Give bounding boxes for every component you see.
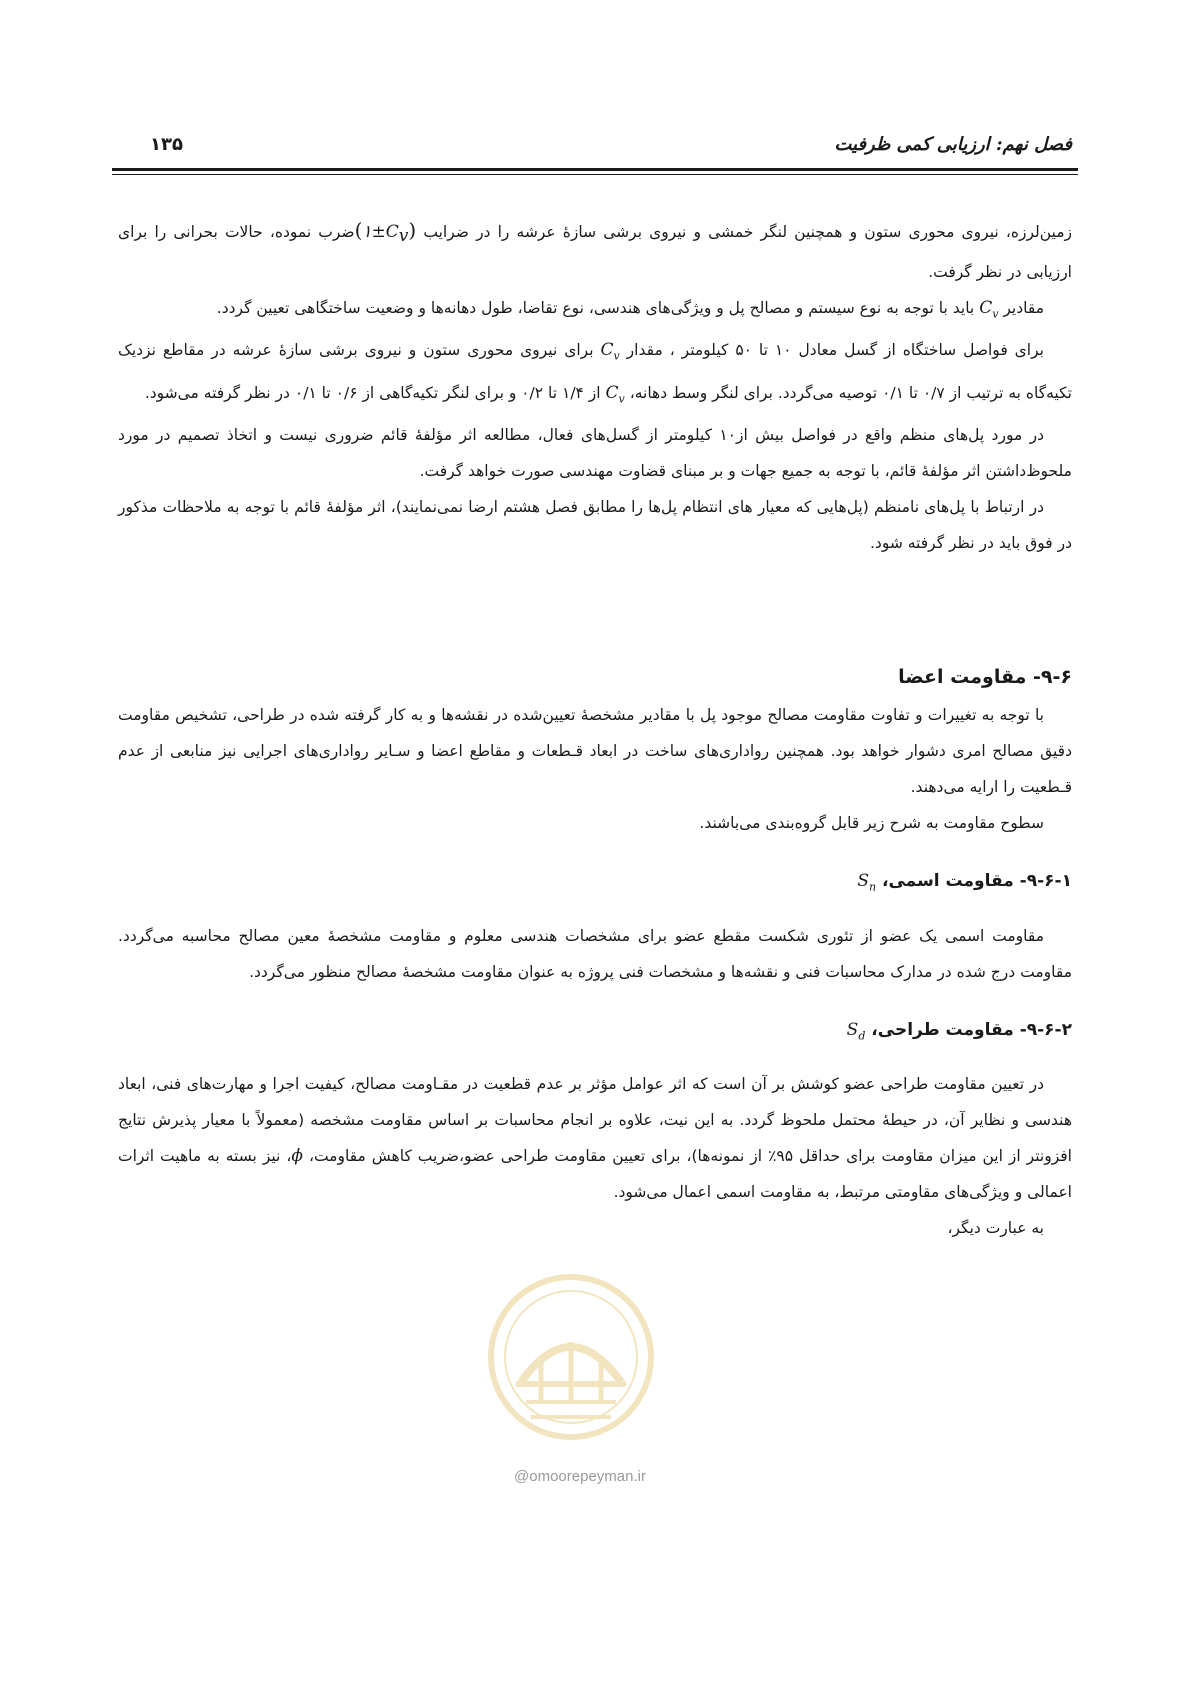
paragraph-text: برای فواصل ساختگاه از گسل معادل ۱۰ تا ۵۰ کیلومتر ، مقدار — [626, 341, 1044, 360]
paragraph-strength-uncertainty: با توجه به تغییرات و تفاوت مقاومت مصالح موجود پل با مقادیر مشخصهٔ تعیین‌شده در نقشه‌ها و به کار گرفته شده در طراحی، تشخیص مقاومت دقیق مصالح امری دشوار خواهد بود. همچنین رواداری‌های ساخت در ابعاد قـطعات و مقاطع اعضا و سـایر رواداری‌های اجرایی نیز منابعی از عدم قـطعیت را ارایه می‌دهند. — [118, 706, 1072, 797]
paragraph-fault-distance — [118, 332, 1072, 417]
symbol-cv — [979, 298, 999, 321]
symbol-sn — [857, 871, 877, 894]
header-rule-thick — [112, 168, 1078, 171]
symbol-c: C — [600, 340, 614, 361]
subsection-title: ۹-۶-۱- مقاومت اسمی، — [882, 871, 1072, 892]
header-rule-thin — [112, 174, 1078, 175]
coefficient-formula — [354, 218, 417, 247]
paragraph-text: ، نیز بسته به ماهیت اثرات اعمالی و ویژگی‌های مقاومتی مرتبط، به مقاومت اسمی اعمال می‌شود. — [118, 1147, 1072, 1202]
symbol-c-subscript: v — [618, 392, 625, 406]
paragraph-irregular-bridges: در ارتباط با پل‌های نامنظم (پل‌هایی که معیار های انتظام پل‌ها را مطابق فصل هشتم ارضا نمی‌نمایند)، اثر مؤلفهٔ قائم با توجه به ملاحظات مذکور در فوق باید در نظر گرفته شود. — [118, 498, 1072, 553]
body-content — [118, 212, 1072, 1246]
formula-one: ۱ — [362, 222, 372, 242]
symbol-phi: ϕ — [291, 1146, 303, 1167]
paragraph-design-strength — [118, 1066, 1072, 1210]
formula-c-subscript: v — [398, 226, 409, 247]
section-spacer — [118, 561, 1072, 657]
symbol-s: S — [857, 871, 869, 892]
paragraph-text: باید با توجه به نوع سیستم و مصالح پل و ویژگی‌های هندسی، نوع تقاضا، طول دهانه‌ها و وضعیت ساختگاهی تعیین گردد. — [216, 299, 975, 318]
paragraph-text: مقادیر — [1003, 299, 1044, 318]
paragraph-cv-values — [118, 290, 1072, 332]
symbol-sd — [846, 1019, 866, 1043]
paragraph-text: ضرب نموده، حالات بحرانی را برای ارزیابی در نظر گرفت. — [118, 223, 1072, 282]
paragraph-nominal-strength: مقاومت اسمی یک عضو از تئوری شکست مقطع عضو برای مشخصات هندسی معلوم و مقاومت مشخصهٔ معین مصالح محاسبه می‌گردد. مقاومت درج شده در مدارک محاسبات فنی و نقشه‌ها و مشخصات فنی پروژه به عنوان مقاومت مشخصهٔ مصالح منظور می‌گردد. — [118, 926, 1072, 981]
paragraph-seismic-coefficients — [118, 212, 1072, 290]
formula-plus-minus: ± — [371, 222, 386, 242]
paragraph-regular-bridges: در مورد پل‌های منظم واقع در فواصل بیش از۱۰ کیلومتر از گسل‌های فعال، مطالعه اثر مؤلفهٔ قائم ضروری نیست و اتخاذ تصمیم در مورد ملحوظ‌داشتن اثر مؤلفهٔ قائم، با توجه به جمیع جهات و بر مبنای قضاوت مهندسی صورت خواهد گرفت. — [118, 426, 1072, 481]
symbol-c: C — [605, 382, 619, 403]
symbol-c-subscript: v — [613, 349, 620, 363]
paragraph-in-other-words: به عبارت دیگر، — [947, 1219, 1044, 1238]
formula-open-paren: ( — [354, 218, 363, 242]
bridge-seal-icon — [486, 1272, 656, 1442]
subsection-heading-design-strength — [118, 1010, 1072, 1056]
symbol-c: C — [979, 298, 993, 319]
chapter-title: فصل نهم: ارزیابی کمی ظرفیت — [834, 134, 1072, 155]
symbol-cv — [605, 382, 625, 406]
paragraph-text: برای نیروی محوری ستون و نیروی برشی سازهٔ عرشه در مقاطع نزدیک تکیه‌گاه به ترتیب از ۰/۷ تا ۰/۱ توصیه می‌گردد. برای لنگر وسط دهانه، — [118, 341, 1072, 402]
paragraph-text: از ۱/۴ تا ۰/۲ و برای لنگر تکیه‌گاهی از ۰/۶ تا ۰/۱ در نظر گرفته می‌شود. — [144, 383, 601, 402]
symbol-cv — [600, 340, 620, 363]
formula-close-paren: ) — [408, 218, 417, 242]
page-number: ۱۳۵ — [150, 134, 183, 155]
running-header — [118, 128, 1072, 168]
watermark-url: @omoorepeyman.ir — [514, 1468, 646, 1485]
symbol-s-subscript: d — [858, 1029, 866, 1043]
subsection-title: ۹-۶-۲- مقاومت طراحی، — [871, 1019, 1072, 1040]
paragraph-text: زمین‌لرزه، نیروی محوری ستون و همچنین لنگر خمشی و نیروی برشی سازهٔ عرشه را در ضرایب — [423, 223, 1072, 241]
subsection-heading-nominal-strength — [118, 861, 1072, 907]
symbol-c-subscript: v — [992, 307, 999, 321]
symbol-s: S — [846, 1019, 859, 1040]
formula-c: C — [385, 222, 399, 242]
section-heading-member-strength: ۹-۶- مقاومت اعضا — [898, 666, 1072, 689]
paragraph-text: در تعیین مقاومت طراحی عضو کوشش بر آن است که اثر عوامل مؤثر بر عدم قطعیت در مقـاومت مصالح، کیفیت اجرا و مهارت‌های فنی، ابعاد هندسی و نظایر آن، در حیطهٔ محتمل ملحوظ گردد. به این نیت، علاوه بر انجام محاسبات بر اساس مقاومت مشخصه (معمولاً با معیار پذیرش نتایج افزونتر از این میزان مقاومت برای حداقل ۹۵٪ از نمونه‌ها)، برای تعیین مقاومت طراحی عضو،ضریب کاهش مقاومت، — [118, 1075, 1072, 1166]
paragraph-strength-levels: سطوح مقاومت به شرح زیر قابل گروه‌بندی می‌باشند. — [699, 814, 1044, 833]
symbol-s-subscript: n — [869, 880, 877, 894]
